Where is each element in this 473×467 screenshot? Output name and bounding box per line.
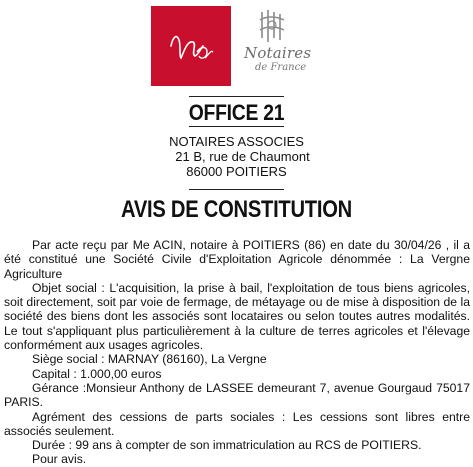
ne-monogram-icon [151,6,231,86]
notice-paragraph: Agrément des cessions de parts sociales : Les cessions sont libres entre associés seulement. [4,409,470,438]
notice-paragraph: Par acte reçu par Me ACIN, notaire à POITIERS (86) en date du 30/04/26 , il a été constitué une Société Civile d'Exploitation Agricole dénommée : La Vergne Agriculture [4,238,470,281]
notice-paragraph: Capital : 1.000,00 euros [32,366,162,381]
notice-paragraph: Siège social : MARNAY (86160), La Vergne [32,352,267,367]
notice-paragraph: Objet social : L'acquisition, la prise à bail, l'exploitation de tous biens agricoles, soit directement, soit par voie de fermage, de métayage ou de mise à disposition de la société des biens dont les associés sont locataires ou selon toutes autres modalités. Le tout s'appliquant plus particulièrement à la culture de terres agricoles et l'élevage conformément aux usages agricoles. [4,280,470,353]
office-line-2: 21 B, rue de Chaumont [175,149,310,164]
divider-office [189,126,284,127]
notice-title: AVIS DE CONSTITUTION [121,196,352,223]
office-title: OFFICE 21 [188,100,285,125]
notice-paragraph: Durée : 99 ans à compter de son immatriculation au RCS de POITIERS. [32,438,422,453]
divider-notice [189,189,284,190]
notaires-seal-icon [256,8,288,46]
notice-paragraph: Pour avis. [32,452,87,467]
office-line-1: NOTAIRES ASSOCIES [169,134,304,149]
office-line-3: 86000 POITIERS [186,164,287,179]
notice-body [4,238,470,467]
notice-paragraph: Gérance :Monsieur Anthony de LASSEE demeurant 7, avenue Gourgaud 75017 PARIS. [4,380,470,410]
brand-subtitle: de France [255,62,307,73]
divider-top [189,96,284,97]
brand-name: Notaires [244,44,312,62]
notaires-logo-square [151,6,231,86]
